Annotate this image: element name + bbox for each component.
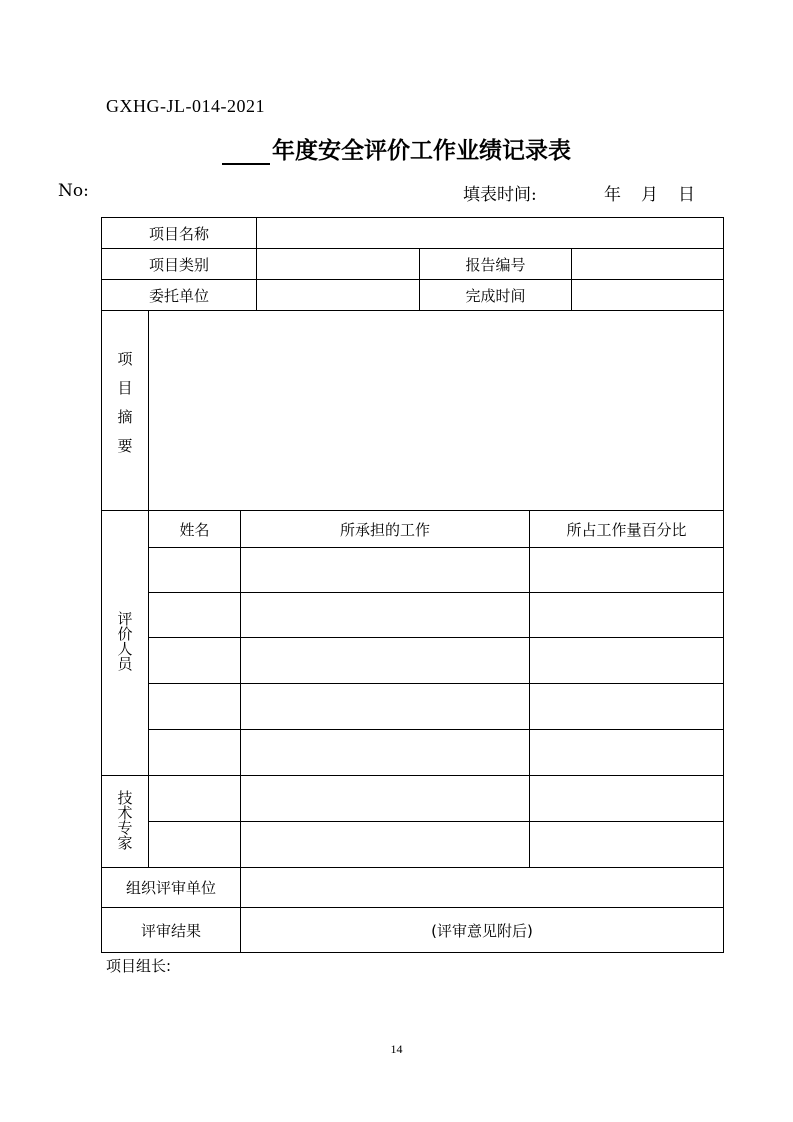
client-label: 委托单位 [102,280,257,311]
year-blank [222,141,270,165]
date-parts [604,180,715,205]
report-no-field[interactable] [572,249,724,280]
evaluator-name-cell[interactable] [149,638,241,684]
document-code: GXHG-JL-014-2021 [106,96,265,116]
expert-name-cell[interactable] [149,822,241,868]
evaluators-label-cell [102,511,149,776]
year-label: 年 [604,185,621,205]
day-label: 日 [678,185,695,205]
review-result-label: 评审结果 [102,908,241,953]
expert-work-cell[interactable] [241,776,530,822]
evaluator-name-cell[interactable] [149,593,241,638]
evaluator-percent-cell[interactable] [530,548,724,593]
evaluator-percent-cell[interactable] [530,684,724,730]
fill-time-label: 填表时间: [463,185,537,205]
evaluator-percent-cell[interactable] [530,730,724,776]
review-result-field[interactable]: (评审意见附后) [241,908,724,953]
no-label: No: [58,181,89,201]
evaluator-work-cell[interactable] [241,684,530,730]
project-type-label: 项目类别 [102,249,257,280]
col-percent-header: 所占工作量百分比 [530,511,724,548]
evaluator-percent-cell[interactable] [530,593,724,638]
evaluator-percent-cell[interactable] [530,638,724,684]
form-title [0,132,793,165]
summary-label-cell [102,311,149,511]
evaluator-name-cell[interactable] [149,548,241,593]
evaluator-work-cell[interactable] [241,593,530,638]
col-name-header: 姓名 [149,511,241,548]
client-field[interactable] [257,280,420,311]
experts-label-cell [102,776,149,868]
col-work-header: 所承担的工作 [241,511,530,548]
form-title-text: 年度安全评价工作业绩记录表 [272,137,571,164]
project-type-field[interactable] [257,249,420,280]
evaluators-label: 评价人员 [115,611,134,671]
summary-field[interactable] [149,311,724,511]
page-number: 14 [390,1042,403,1056]
evaluator-work-cell[interactable] [241,638,530,684]
summary-label: 项目摘要 [115,350,134,467]
completion-time-label: 完成时间 [420,280,572,311]
project-name-field[interactable] [257,218,724,249]
record-form-table [101,217,724,953]
review-org-label: 组织评审单位 [102,868,241,908]
evaluator-name-cell[interactable] [149,730,241,776]
report-no-label: 报告编号 [420,249,572,280]
evaluator-work-cell[interactable] [241,548,530,593]
evaluator-work-cell[interactable] [241,730,530,776]
project-name-label: 项目名称 [102,218,257,249]
expert-name-cell[interactable] [149,776,241,822]
month-label: 月 [641,185,658,205]
expert-percent-cell[interactable] [530,822,724,868]
expert-percent-cell[interactable] [530,776,724,822]
project-leader-label: 项目组长: [106,957,172,975]
experts-label: 技术专家 [115,789,134,850]
review-org-field[interactable] [241,868,724,908]
expert-work-cell[interactable] [241,822,530,868]
completion-time-field[interactable] [572,280,724,311]
evaluator-name-cell[interactable] [149,684,241,730]
